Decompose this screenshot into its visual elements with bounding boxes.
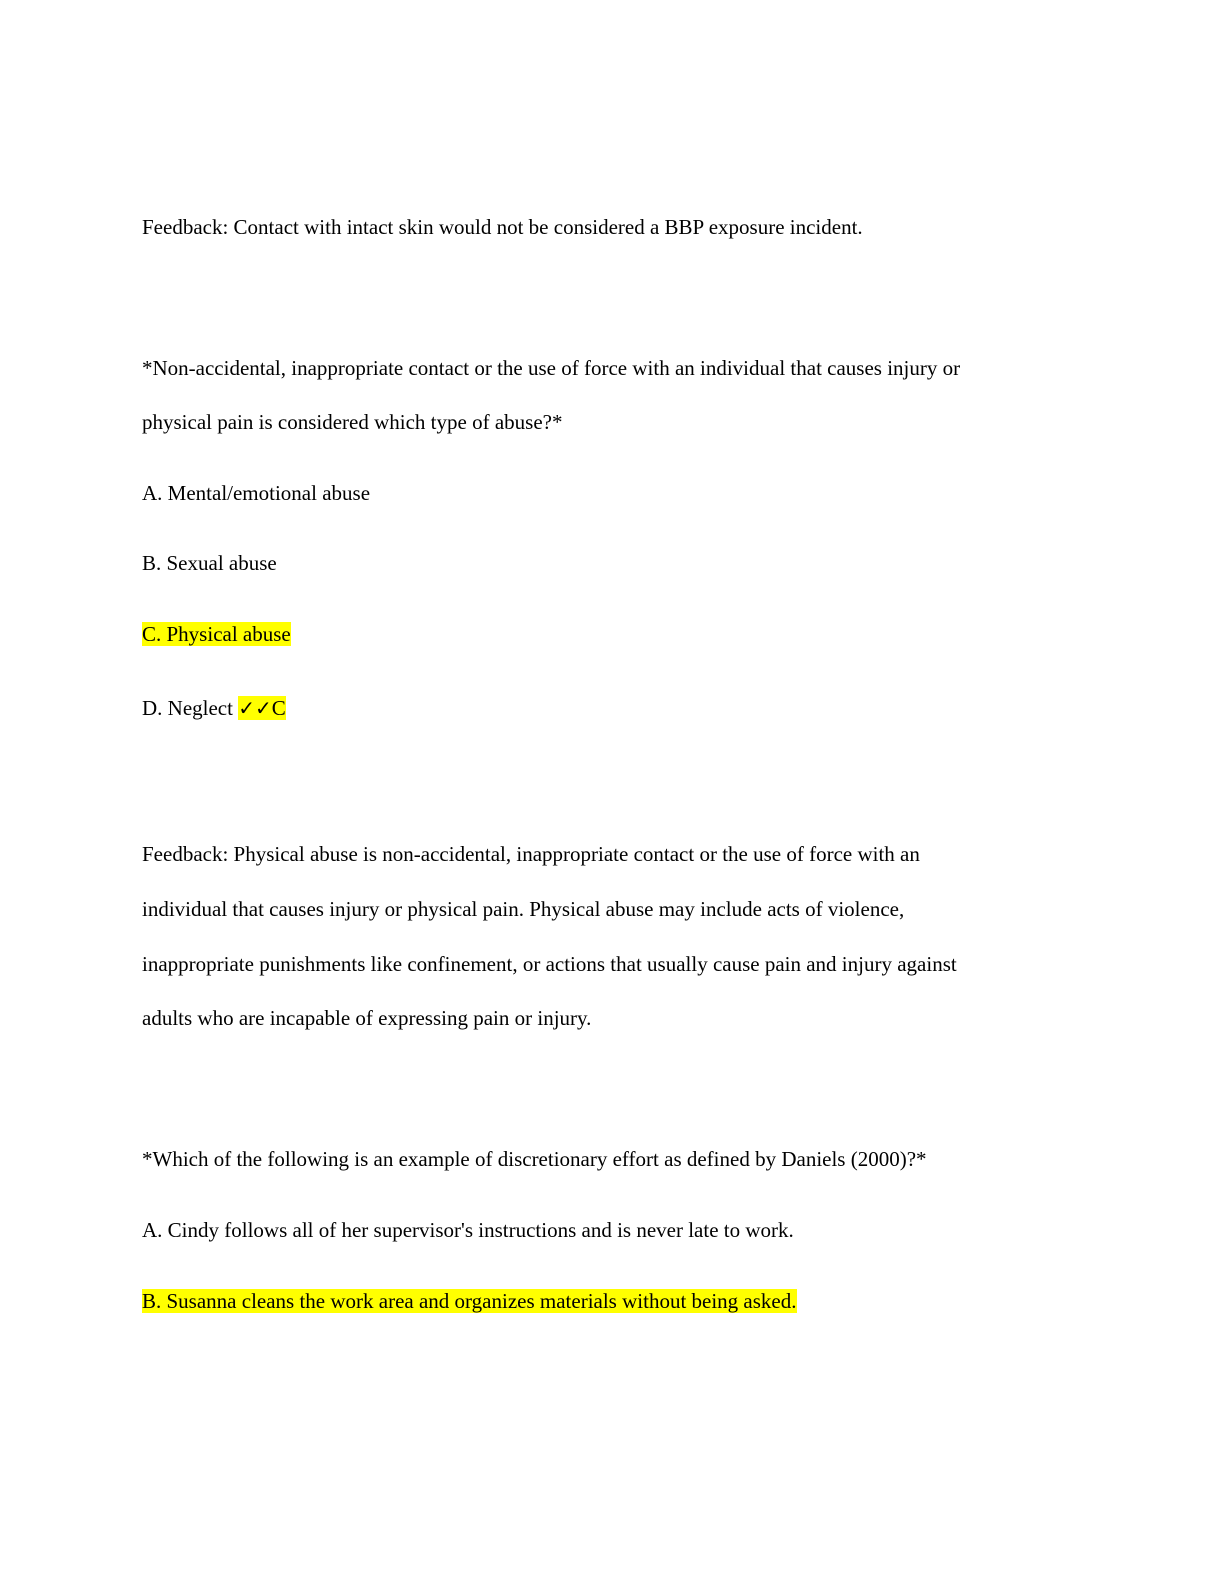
answer-letter: C <box>271 696 286 720</box>
option-a-cindy: A. Cindy follows all of her supervisor's instructions and is never late to work. <box>142 1218 794 1242</box>
answer-marker <box>238 696 286 720</box>
option-a-mental-abuse: A. Mental/emotional abuse <box>142 481 371 505</box>
question-abuse-line1: *Non-accidental, inappropriate contact or the use of force with an individual that causes injury or <box>142 356 961 380</box>
feedback-physical-line1: Feedback: Physical abuse is non-accidental, inappropriate contact or the use of force with an <box>142 842 920 866</box>
feedback-physical-line3: inappropriate punishments like confinement, or actions that usually cause pain and injury against <box>142 952 957 976</box>
question-abuse-line2: physical pain is considered which type of abuse?* <box>142 410 563 434</box>
option-d-label: D. Neglect <box>142 696 239 720</box>
option-c-highlight: C. Physical abuse <box>142 622 291 646</box>
feedback-bbp: Feedback: Contact with intact skin would not be considered a BBP exposure incident. <box>142 215 863 239</box>
option-b-sexual-abuse: B. Sexual abuse <box>142 551 277 575</box>
option-d-neglect <box>142 694 286 722</box>
option-b-susanna <box>142 1287 797 1315</box>
double-check-icon: ✓✓ <box>238 696 272 720</box>
feedback-physical-line2: individual that causes injury or physical pain. Physical abuse may include acts of violence, <box>142 897 905 921</box>
feedback-physical-line4: adults who are incapable of expressing pain or injury. <box>142 1006 592 1030</box>
question-discretionary-effort: *Which of the following is an example of discretionary effort as defined by Daniels (2000)?* <box>142 1147 927 1171</box>
option-c-physical-abuse <box>142 620 291 648</box>
option-b-highlight: B. Susanna cleans the work area and organizes materials without being asked. <box>142 1289 797 1313</box>
